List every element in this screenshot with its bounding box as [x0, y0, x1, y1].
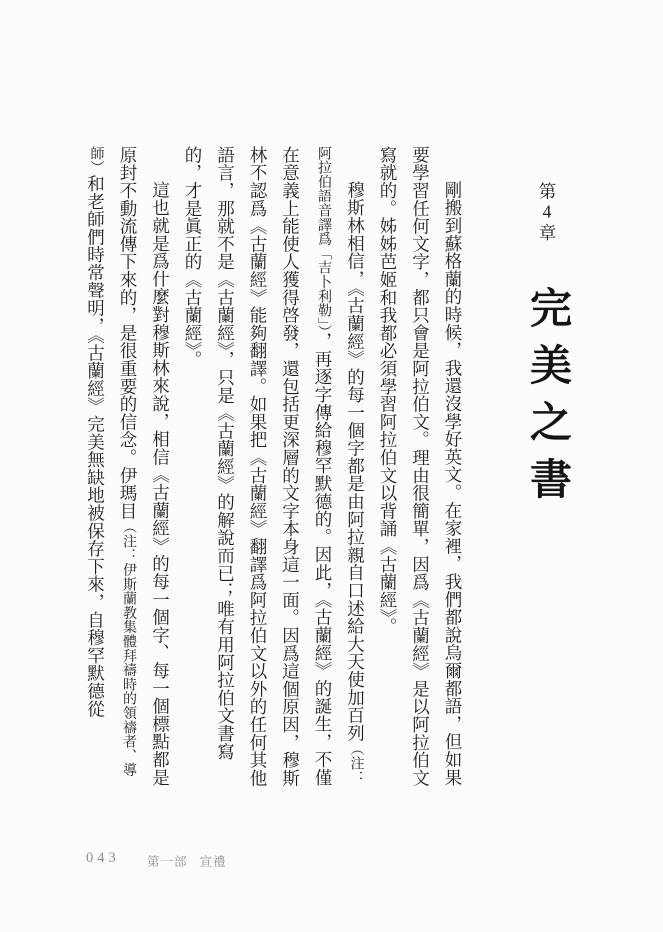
- paragraph: [372, 146, 470, 791]
- paragraph-text: ，再逐字傳給穆罕默德的。因此，《古蘭經》的誕生，不僅在意義上能使人獲得啓發，還包括更深層的文字本身這一面。因爲這個原因，穆斯林不認爲《古蘭經》能夠翻譯。如果把《古蘭經》翻譯爲阿拉伯文以外的任何其他語言，那就不是《古蘭經》，只是《古蘭經》的解說而已；唯有用阿拉伯文書寫的，才是眞正的《古蘭經》。: [183, 146, 333, 787]
- running-title-section: 宣禮: [199, 855, 227, 869]
- running-title-part: 第一部: [147, 855, 188, 869]
- page-number: 043: [86, 850, 120, 866]
- paragraph: [177, 146, 372, 791]
- chapter-title: 完美之書: [524, 286, 570, 514]
- chapter-number: 第4章: [537, 182, 557, 243]
- paragraph-text: 和老師們時常聲明，《古蘭經》完美無缺地被保存下來，自穆罕默德從: [85, 174, 106, 718]
- paragraph-text: 穆斯林相信，《古蘭經》的每一個字都是由阿拉親自口述給大天使加百列: [345, 181, 366, 742]
- inline-annotation: （注：阿拉伯語音譯爲「吉卜利勒」）: [316, 146, 364, 785]
- paragraph-text: 剛搬到蘇格蘭的時候，我還沒學好英文。在家裡，我們都說烏爾都語，但如果要學習任何文字，都只會是阿拉伯文。理由很簡單，因爲《古蘭經》是以阿拉伯文寫就的。姊姊芭姬和我都必須學習阿拉伯文以背誦《古蘭經》。: [378, 146, 463, 787]
- running-title: [147, 852, 227, 870]
- paragraph-text: 這也就是爲什麼對穆斯林來說，相信《古蘭經》的每一個字、每一個標點都是原封不動流傳下來的，是很重要的信念。伊瑪目: [118, 146, 171, 787]
- chapter-heading: [526, 146, 568, 791]
- main-text-area: [79, 146, 568, 791]
- inline-annotation: （注：伊斯蘭教集體拜禱時的領禱者、導師）: [88, 146, 136, 778]
- paragraph: [79, 146, 177, 791]
- page-footer: [0, 848, 663, 868]
